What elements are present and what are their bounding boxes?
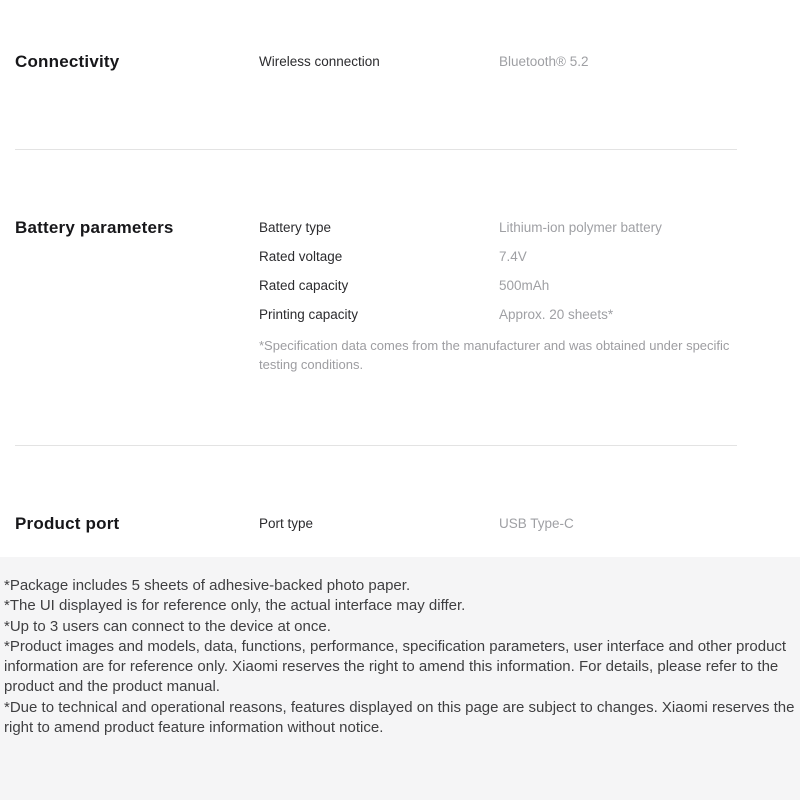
spec-row-label: Wireless connection <box>259 54 380 69</box>
footnote: *The UI displayed is for reference only, the actual interface may differ. <box>4 597 466 615</box>
spec-row <box>259 53 589 82</box>
spec-row-value: Approx. 20 sheets* <box>499 307 614 322</box>
spec-row-value: 500mAh <box>499 278 550 293</box>
section-divider <box>15 445 737 446</box>
section-title-battery: Battery parameters <box>15 218 174 237</box>
spec-row-value: USB Type-C <box>499 516 574 531</box>
spec-row-value: 7.4V <box>499 249 527 264</box>
spec-row <box>259 515 574 544</box>
spec-row-label: Rated voltage <box>259 249 343 264</box>
spec-row-label: Rated capacity <box>259 278 349 293</box>
spec-row <box>259 306 662 335</box>
section-title-connectivity: Connectivity <box>15 52 120 71</box>
spec-row-label: Printing capacity <box>259 307 359 322</box>
footnote: *Up to 3 users can connect to the device at once. <box>4 617 331 635</box>
spec-row-value: Bluetooth® 5.2 <box>499 54 589 69</box>
spec-note: *Specification data comes from the manufacturer and was obtained under specific testing conditions. <box>259 338 730 372</box>
footnote: *Due to technical and operational reasons, features displayed on this page are subject to changes. Xiaomi reserves the right to amend product feature information without notice. <box>4 698 795 737</box>
spec-row <box>259 248 662 277</box>
spec-rows <box>259 515 574 544</box>
spec-row-value: Lithium-ion polymer battery <box>499 220 662 235</box>
footnote: *Package includes 5 sheets of adhesive-backed photo paper. <box>4 577 411 594</box>
spec-row <box>259 277 662 306</box>
spec-row-label: Port type <box>259 516 314 531</box>
spec-rows <box>259 219 662 335</box>
spec-row <box>259 219 662 248</box>
spec-rows <box>259 53 589 82</box>
footnote: *Product images and models, data, functions, performance, specification parameters, user interface and other product information are for reference only. Xiaomi reserves the right to amend this information. For details, please refer to the product and the product manual. <box>4 637 787 696</box>
section-title-port: Product port <box>15 514 120 533</box>
footnotes-panel <box>0 557 800 800</box>
spec-row-label: Battery type <box>259 220 332 235</box>
section-divider <box>15 149 737 150</box>
